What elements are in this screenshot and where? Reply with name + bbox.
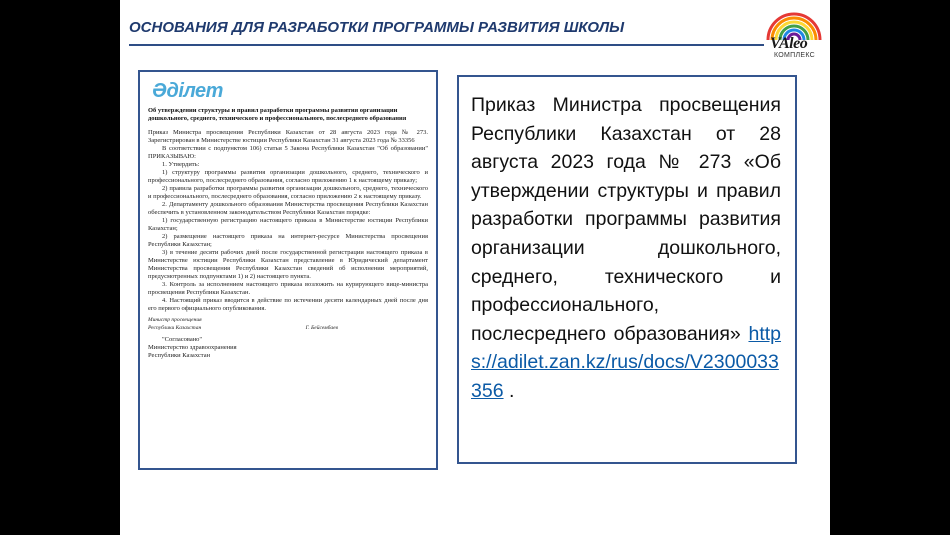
slide-title: ОСНОВАНИЯ ДЛЯ РАЗРАБОТКИ ПРОГРАММЫ РАЗВИТИЯ ШКОЛЫ [129, 19, 625, 36]
signature-position: Министр просвещения [148, 317, 202, 323]
agreed-by: Республики Казахстан [148, 352, 211, 359]
order-description-suffix: . [503, 379, 515, 402]
document-paragraph: Приказ Министра просвещения Республики Казахстан от 28 августа 2023 года № 273. Зарегистрирован в Министерстве юстиции Республики Казахстан 31 августа 2023 года № 33356 [148, 129, 428, 144]
signature-position: Республики Казахстан [148, 325, 202, 331]
agreed-label: "Согласовано" [162, 336, 203, 343]
document-paragraph: 2. Департаменту дошкольного образования Министерства просвещения Республики Казахстан обеспечить в установленном законодательством Республики Казахстан порядке: [148, 201, 428, 216]
order-description-text: Приказ Министра просвещения Республики Казахстан от 28 августа 2023 года № 273 «Об утверждении структуры и правил разработки программы развития организации дошкольного, среднего, технического и профессионального, послесреднего образования» [471, 94, 781, 345]
adilet-link[interactable]: https://adilet.zan.kz/rus/docs/V2300033356 [471, 322, 782, 402]
document-paragraph: 2) правила разработки программы развития организации дошкольного, среднего, технического и профессионального, послесреднего образования, согласно приложению 2 к настоящему приказу. [148, 185, 428, 200]
slide [120, 0, 830, 535]
document-paragraph: 3) в течение десяти рабочих дней после государственной регистрации настоящего приказа в Министерстве юстиции Республики Казахстан представление в Юридический департамент Министерства просвещения Республики Казахстан сведений об исполнении мероприятий, предусмотренных подпунктами 1) и 2) настоящего пункта. [148, 249, 428, 280]
document-title: Об утверждении структуры и правил разработки программы развития организации дошкольного, среднего, технического и профессионального, послесреднего образования [148, 107, 407, 122]
order-description-box [457, 75, 797, 464]
document-paragraph: 4. Настоящий приказ вводится в действие по истечении десяти календарных дней после дня его первого официального опубликования. [148, 297, 428, 312]
adilet-logo: Әділет [152, 80, 223, 102]
document-paragraph: 1) государственную регистрацию настоящего приказа в Министерстве юстиции Республики Казахстан; [148, 217, 428, 232]
document-paragraph: 3. Контроль за исполнением настоящего приказа возложить на курирующего вице-министра просвещения Республики Казахстан. [148, 281, 428, 296]
order-description [471, 91, 781, 406]
agreed-by: Министерство здравоохранения [148, 344, 237, 351]
document-body [148, 129, 428, 360]
signature-name: Г. Бейсембаев [305, 325, 338, 331]
document-paragraph: 1) структуру программы развития организации дошкольного, среднего, технического и профессионального, послесреднего образования, согласно приложению 1 к настоящему приказу; [148, 169, 428, 184]
signature-block [148, 316, 338, 332]
document-paragraph: 2) размещение настоящего приказа на интернет-ресурсе Министерства просвещения Республики Казахстан; [148, 233, 428, 248]
title-divider [129, 44, 764, 46]
document-paragraph: В соответствии с подпунктом 106) статьи 5 Закона Республики Казахстан "Об образовании" ПРИКАЗЫВАЮ: [148, 145, 428, 160]
logo-subtitle: КОМПЛЕКС [774, 52, 816, 59]
logo-text: VAleo [770, 35, 808, 52]
document-paragraph: 1. Утвердить: [162, 161, 200, 168]
document-preview [138, 70, 438, 470]
